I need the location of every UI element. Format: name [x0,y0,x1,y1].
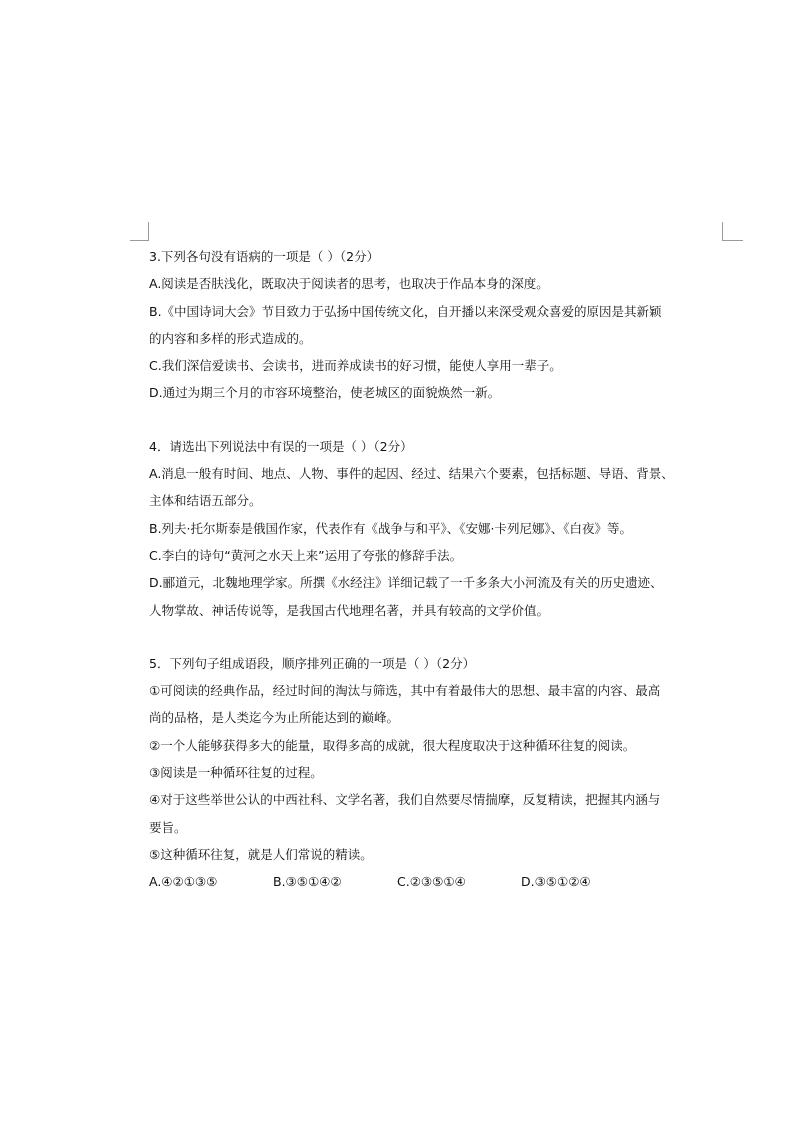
option-a: A.④②①③⑤ [149,874,218,890]
question-stem: 5．下列句子组成语段，顺序排列正确的一项是（ ）（2分） [149,655,476,671]
question-stem: 4．请选出下列说法中有误的一项是（ ）（2分） [149,438,413,454]
option-line: 人物掌故、神话传说等，是我国古代地理名著，并具有较高的文学价值。 [149,602,550,618]
option-d: D.③⑤①②④ [521,874,591,890]
option-b: B.③⑤①④② [273,874,342,890]
sentence-line: 尚的品格，是人类迄今为止所能达到的巅峰。 [149,710,400,726]
option-line: D.郦道元，北魏地理学家。所撰《水经注》详细记载了一千多条大小河流及有关的历史遗迹、 [149,575,663,591]
margin-corner-mark-left [130,222,149,241]
sentence-line: 要旨。 [149,819,187,835]
option-line: A.阅读是否肤浅化，既取决于阅读者的思考，也取决于作品本身的深度。 [149,276,549,292]
sentence-line: ④对于这些举世公认的中西社科、文学名著，我们自然要尽情揣摩，反复精读，把握其内涵与 [149,792,661,808]
option-line: C.我们深信爱读书、会读书，进而养成读书的好习惯，能使人享用一辈子。 [149,358,562,374]
answer-options [149,868,729,895]
option-line: 的内容和多样的形式造成的。 [149,330,312,346]
question-stem: 3.下列各句没有语病的一项是（ ）（2分） [149,249,380,264]
option-line: C.李白的诗句“黄河之水天上来”运用了夸张的修辞手法。 [149,547,463,563]
option-line: 主体和结语五部分。 [149,493,262,509]
option-line: D.通过为期三个月的市容环境整治，使老城区的面貌焕然一新。 [149,385,501,401]
sentence-line: ②一个人能够获得多大的能量，取得多高的成就，很大程度取决于这种循环往复的阅读。 [149,737,636,753]
sentence-line: ⑤这种循环往复，就是人们常说的精读。 [149,846,373,862]
option-c: C.②③⑤①④ [397,874,466,890]
sentence-line: ③阅读是一种循环往复的过程。 [149,765,323,781]
question-5 [149,650,729,896]
question-3 [149,243,729,407]
option-line: B.《中国诗词大会》节目致力于弘扬中国传统文化，自开播以来深受观众喜爱的原因是其新颖 [149,303,662,319]
sentence-line: ①可阅读的经典作品，经过时间的淘汰与筛选，其中有着最伟大的思想、最丰富的内容、最高 [149,683,661,699]
question-4 [149,433,729,624]
margin-corner-mark-right [722,222,743,241]
exam-content [149,243,729,922]
option-line: A.消息一般有时间、地点、人物、事件的起因、经过、结果六个要素，包括标题、导语、背景、 [149,466,674,482]
option-line: B.列夫·托尔斯泰是俄国作家，代表作有《战争与和平》、《安娜·卡列尼娜》、《白夜》等。 [149,520,632,536]
